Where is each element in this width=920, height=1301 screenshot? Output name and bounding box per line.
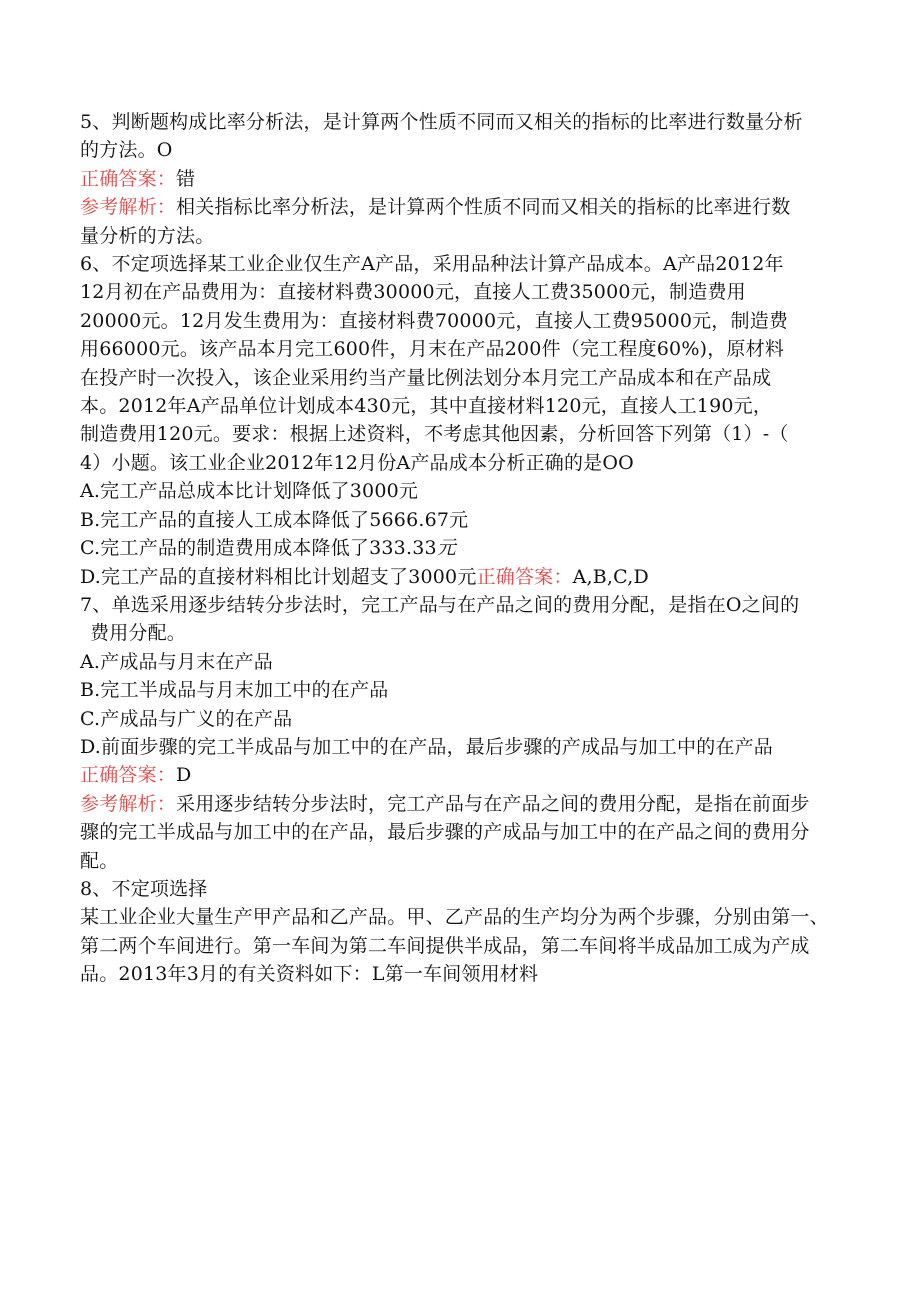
question-5 — [80, 108, 850, 250]
question-6-text-line: 用66000元。该产品本月完工600件，月末在产品200件（完工程度60%)，原材料 — [80, 338, 785, 361]
question-6-text-line: 12月初在产品费用为：直接材料费30000元，直接人工费35000元，制造费用 — [80, 281, 746, 304]
question-7 — [80, 591, 850, 875]
question-5-analysis-line-2: 量分析的方法。 — [80, 224, 215, 247]
option-c-unit: 元 — [436, 537, 456, 560]
document-page — [80, 108, 850, 989]
question-5-analysis-line-1 — [80, 193, 850, 221]
option-d-text: D.完工产品的直接材料相比计划超支了3000元 — [80, 565, 477, 588]
analysis-text: 采用逐步结转分步法时，完工产品与在产品之间的费用分配，是指在前面步 — [176, 792, 810, 815]
question-7-option-a: A.产成品与月末在产品 — [80, 650, 273, 673]
question-6-option-c — [80, 534, 850, 562]
question-8-text-line: 第二两个车间进行。第一车间为第二车间提供半成品，第二车间将半成品加工成为产成 — [80, 934, 810, 957]
question-6-text-line: 制造费用120元。要求：根据上述资料，不考虑其他因素，分析回答下列第（1）-（ — [80, 423, 789, 446]
question-6-option-b: B.完工产品的直接人工成本降低了5666.67元 — [80, 508, 469, 531]
question-7-analysis-line-3: 配。 — [80, 849, 119, 872]
question-7-text-line-1: 7、单选采用逐步结转分步法时，完工产品与在产品之间的费用分配，是指在O之间的 — [80, 593, 800, 616]
question-7-option-c: C.产成品与广义的在产品 — [80, 707, 293, 730]
question-5-text-line-2: 的方法。O — [80, 139, 173, 162]
question-6-text-line: 6、不定项选择某工业企业仅生产A产品，采用品种法计算产品成本。A产品2012年 — [80, 253, 784, 276]
question-6-text-line: 20000元。12月发生费用为：直接材料费70000元，直接人工费95000元，制造费 — [80, 309, 789, 332]
question-6-text-line: 4）小题。该工业企业2012年12月份A产品成本分析正确的是OO — [80, 451, 634, 474]
question-8-text-line: 某工业企业大量生产甲产品和乙产品。甲、乙产品的生产均分为两个步骤，分别由第一、 — [80, 906, 829, 929]
question-8-title: 8、不定项选择 — [80, 877, 208, 900]
answer-value: D — [176, 764, 192, 787]
question-8-text-line: 品。2013年3月的有关资料如下：L第一车间领用材料 — [80, 963, 539, 986]
question-7-analysis-line-2: 骤的完工半成品与加工中的在产品，最后步骤的产成品与加工中的在产品之间的费用分 — [80, 821, 810, 844]
question-7-option-b: B.完工半成品与月末加工中的在产品 — [80, 679, 389, 702]
question-7-analysis-line-1 — [80, 790, 850, 818]
answer-label: 正确答案： — [80, 167, 177, 190]
question-5-answer — [80, 165, 850, 193]
question-5-text-line-1: 5、判断题构成比率分析法，是计算两个性质不同而又相关的指标的比率进行数量分析 — [80, 111, 803, 133]
analysis-label: 参考解析： — [80, 196, 177, 219]
question-6-text-line: 在投产时一次投入，该企业采用约当产量比例法划分本月完工产品成本和在产品成 — [80, 366, 772, 389]
question-6-option-d — [80, 563, 850, 591]
question-7-option-d: D.前面步骤的完工半成品与加工中的在产品，最后步骤的产成品与加工中的在产品 — [80, 735, 773, 758]
question-8 — [80, 875, 850, 989]
answer-value: 错 — [176, 167, 196, 190]
answer-value: A,B,C,D — [572, 565, 649, 588]
analysis-text: 相关指标比率分析法，是计算两个性质不同而又相关的指标的比率进行数 — [176, 196, 791, 219]
question-7-answer — [80, 761, 850, 789]
option-c-text: C.完工产品的制造费用成本降低了333.33 — [80, 537, 437, 560]
analysis-label: 参考解析： — [80, 792, 177, 815]
question-6-option-a: A.完工产品总成本比计划降低了3000元 — [80, 480, 419, 503]
question-7-text-line-2: 费用分配。 — [90, 622, 187, 645]
question-6-text-line: 本。2012年A产品单位计划成本430元，其中直接材料120元，直接人工190元， — [80, 395, 773, 418]
answer-label: 正确答案： — [80, 764, 177, 787]
question-6 — [80, 250, 850, 591]
answer-label: 正确答案： — [476, 565, 573, 588]
